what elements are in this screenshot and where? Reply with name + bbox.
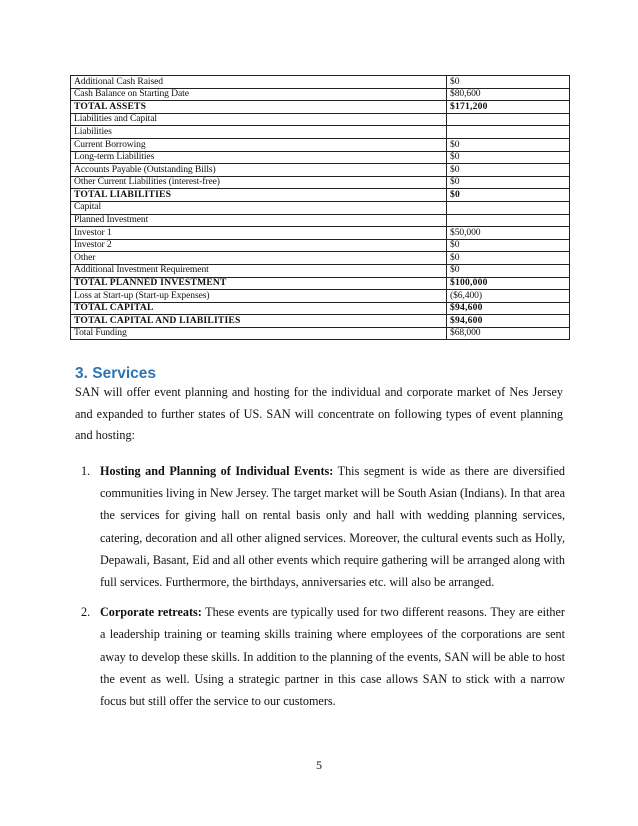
row-value: $80,600	[447, 88, 570, 101]
list-item-text: These events are typically used for two different reasons. They are either a leadership training or teaming skills training where employees of the corporations are sent away to develop these skills. In addition to the planning of the events, SAN will be able to host the event as well. Using a strategic partner in this case allows SAN to stick with a narrow focus but still offer the service to our customers.	[100, 605, 565, 709]
row-label: Liabilities	[71, 126, 447, 139]
balance-sheet-body	[71, 76, 570, 340]
table-row	[71, 138, 570, 151]
row-value	[447, 201, 570, 214]
table-row	[71, 151, 570, 164]
list-item-title: Corporate retreats:	[100, 605, 202, 620]
list-item-title: Hosting and Planning of Individual Events:	[100, 464, 334, 478]
table-row	[71, 277, 570, 290]
table-row	[71, 101, 570, 114]
balance-sheet-table	[70, 75, 570, 340]
row-value: $0	[447, 264, 570, 277]
list-item-individual-events	[75, 460, 565, 593]
row-label: Liabilities and Capital	[71, 113, 447, 126]
row-label: TOTAL CAPITAL	[71, 302, 447, 315]
section-heading: 3. Services	[75, 365, 157, 382]
row-label: Additional Investment Requirement	[71, 264, 447, 277]
table-row	[71, 252, 570, 265]
table-row	[71, 290, 570, 303]
list-item-corporate-retreats	[75, 601, 565, 712]
row-label: TOTAL ASSETS	[71, 101, 447, 114]
row-value	[447, 126, 570, 139]
row-label: Current Borrowing	[71, 138, 447, 151]
table-row	[71, 189, 570, 202]
list-item-text: This segment is wide as there are diversified communities living in New Jersey. The target market will be South Asian (Indians). In that area the services for giving hall on rental basis only and hall with wedding planning services, catering, decoration and all other aligned services. Moreover, the cultural events such as Holly, Depawali, Basant, Eid and all other events which require gathering will be arranged along with full services. Furthermore, the birthdays, anniversaries etc. will also be arranged.	[100, 464, 565, 590]
table-row	[71, 88, 570, 101]
section-intro: SAN will offer event planning and hosting for the individual and corporate market of Nes Jersey and expanded to further states of US. SAN will concentrate on following types of event planning and hosting:	[75, 385, 563, 442]
table-row	[71, 239, 570, 252]
row-value: $94,600	[447, 302, 570, 315]
services-list	[75, 460, 565, 712]
row-value: $171,200	[447, 101, 570, 114]
table-row	[71, 176, 570, 189]
row-label: Capital	[71, 201, 447, 214]
table-row	[71, 76, 570, 89]
row-value: $68,000	[447, 327, 570, 340]
row-label: Planned Investment	[71, 214, 447, 227]
row-label: TOTAL LIABILITIES	[71, 189, 447, 202]
row-label: Investor 2	[71, 239, 447, 252]
row-value: $0	[447, 151, 570, 164]
row-value: $0	[447, 252, 570, 265]
row-label: Other Current Liabilities (interest-free)	[71, 176, 447, 189]
row-value: $50,000	[447, 227, 570, 240]
row-value: ($6,400)	[447, 290, 570, 303]
row-value	[447, 113, 570, 126]
row-label: Cash Balance on Starting Date	[71, 88, 447, 101]
row-value	[447, 214, 570, 227]
table-row	[71, 126, 570, 139]
row-value: $100,000	[447, 277, 570, 290]
list-item-number: 2.	[81, 605, 91, 620]
row-value: $0	[447, 138, 570, 151]
row-label: Total Funding	[71, 327, 447, 340]
list-item-number: 1.	[81, 464, 91, 478]
row-label: TOTAL PLANNED INVESTMENT	[71, 277, 447, 290]
table-row	[71, 214, 570, 227]
row-value: $0	[447, 239, 570, 252]
row-label: TOTAL CAPITAL AND LIABILITIES	[71, 315, 447, 328]
table-row	[71, 302, 570, 315]
row-label: Accounts Payable (Outstanding Bills)	[71, 164, 447, 177]
row-value: $0	[447, 176, 570, 189]
row-value: $0	[447, 76, 570, 89]
row-label: Investor 1	[71, 227, 447, 240]
table-row	[71, 327, 570, 340]
table-row	[71, 315, 570, 328]
row-value: $94,600	[447, 315, 570, 328]
row-label: Other	[71, 252, 447, 265]
table-row	[71, 164, 570, 177]
row-value: $0	[447, 189, 570, 202]
row-label: Loss at Start-up (Start-up Expenses)	[71, 290, 447, 303]
row-label: Long-term Liabilities	[71, 151, 447, 164]
table-row	[71, 201, 570, 214]
table-row	[71, 264, 570, 277]
row-value: $0	[447, 164, 570, 177]
page-number: 5	[316, 758, 322, 772]
row-label: Additional Cash Raised	[71, 76, 447, 89]
table-row	[71, 113, 570, 126]
table-row	[71, 227, 570, 240]
